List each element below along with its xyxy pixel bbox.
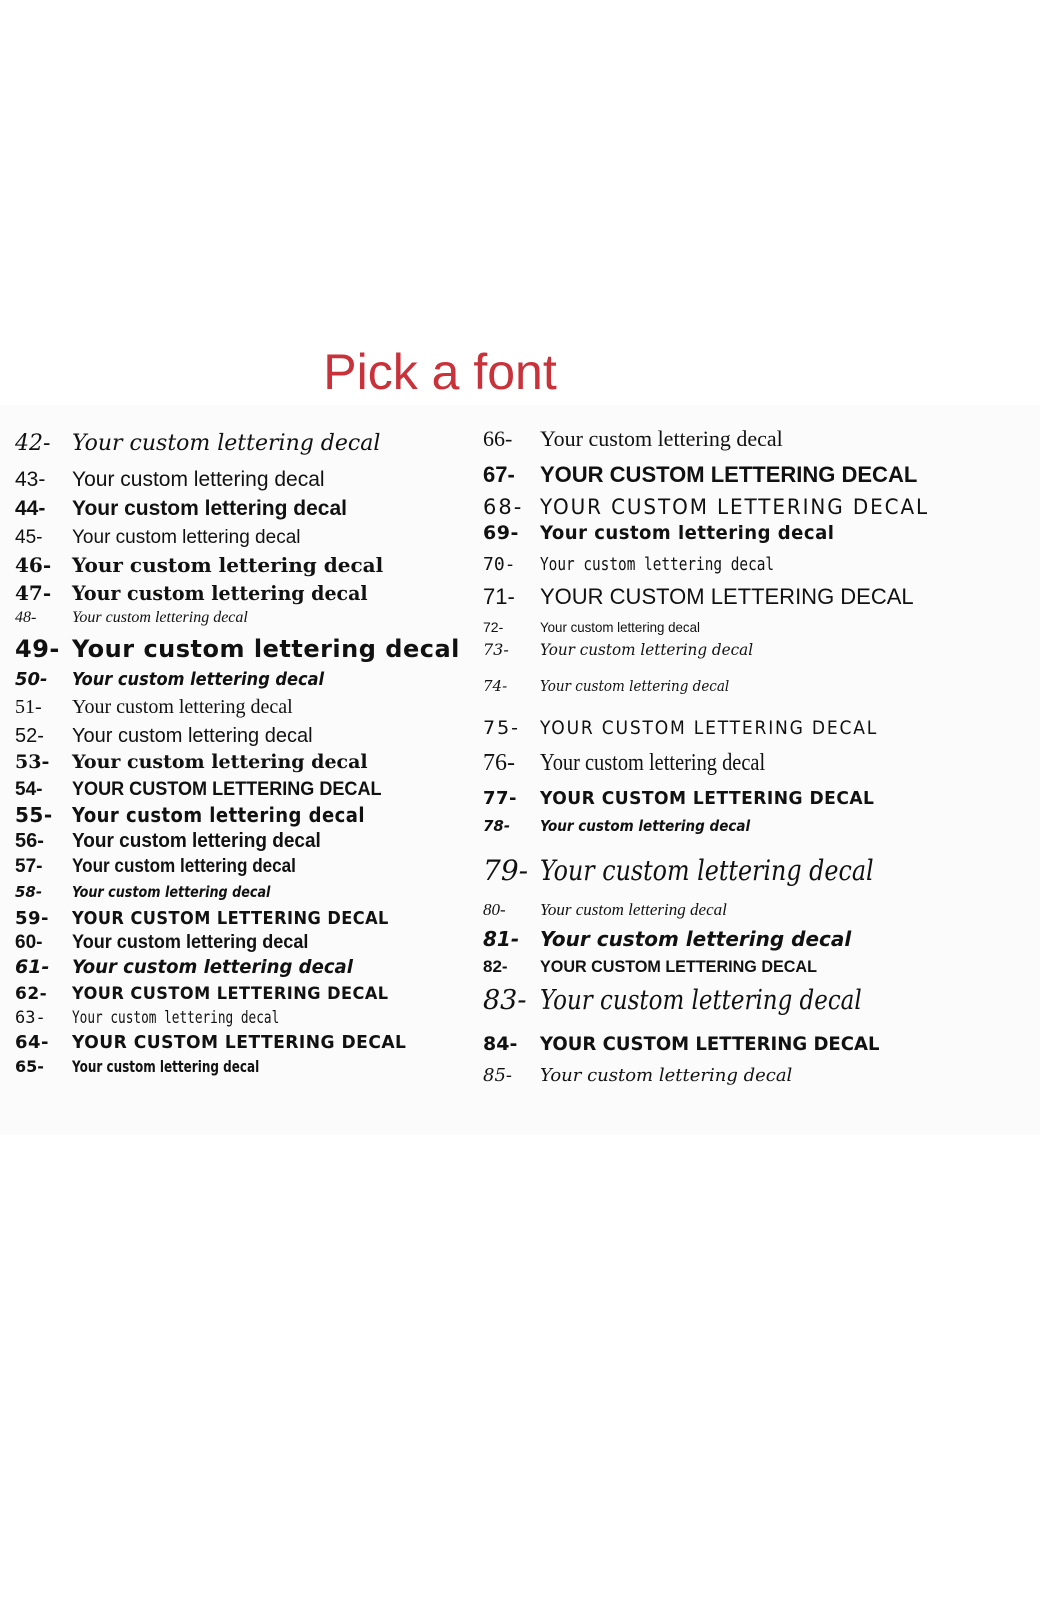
font-number: 45- (15, 527, 43, 548)
font-number: 48- (15, 609, 37, 626)
font-number: 78- (483, 817, 511, 835)
font-number: 71- (483, 584, 515, 609)
font-number: 68- (483, 495, 524, 519)
font-sample-text: Your custom lettering decal (540, 927, 852, 951)
font-number: 62- (15, 984, 48, 1004)
font-number: 79- (483, 854, 529, 887)
font-number: 53- (15, 751, 50, 773)
font-sample-text: Your custom lettering decal (540, 522, 835, 544)
font-number: 42- (15, 431, 51, 456)
font-number: 54- (15, 779, 43, 800)
font-sample-text: Your custom lettering decal (72, 830, 321, 852)
font-number: 59- (15, 908, 50, 929)
font-sample-text: Your custom lettering decal (72, 803, 365, 827)
font-number: 52- (15, 725, 44, 747)
font-number: 74- (483, 677, 508, 695)
font-number: 70- (483, 554, 516, 575)
font-sample-text: Your custom lettering decal (72, 1008, 280, 1028)
font-number: 58- (15, 883, 43, 901)
font-sample-text: YOUR CUSTOM LETTERING DECAL (540, 788, 875, 809)
font-number: 61- (15, 956, 50, 978)
font-sample-text: YOUR CUSTOM LETTERING DECAL (540, 584, 914, 609)
font-sample-text: YOUR CUSTOM LETTERING DECAL (540, 495, 930, 519)
font-number: 76- (483, 750, 515, 776)
font-number: 44- (15, 497, 46, 520)
font-sample-text: Your custom lettering decal (540, 426, 783, 451)
font-sample-text: Your custom lettering decal (72, 932, 309, 953)
page-title: Pick a font (323, 344, 557, 400)
font-number: 49- (15, 635, 60, 663)
font-sample-text: Your custom lettering decal (540, 985, 862, 1016)
font-number: 57- (15, 856, 43, 877)
font-number: 47- (15, 581, 52, 605)
font-sample-text: YOUR CUSTOM LETTERING DECAL (72, 779, 382, 800)
font-sample-text: Your custom lettering decal (540, 554, 775, 575)
font-number: 72- (483, 619, 504, 635)
font-number: 69- (483, 522, 519, 544)
font-sample-text: Your custom lettering decal (72, 725, 313, 747)
font-sample-text: Your custom lettering decal (72, 1057, 260, 1076)
font-sample-text: Your custom lettering decal (72, 669, 325, 690)
font-sample-text: Your custom lettering decal (72, 431, 381, 456)
font-sample-text: Your custom lettering decal (72, 751, 368, 773)
font-sample-text: Your custom lettering decal (72, 956, 353, 978)
font-sample-text: YOUR CUSTOM LETTERING DECAL (540, 717, 879, 739)
font-sample-text: Your custom lettering decal (72, 497, 347, 520)
font-sample-text: Your custom lettering decal (72, 883, 271, 901)
font-sample-text: Your custom lettering decal (540, 1065, 793, 1086)
font-sample-text: Your custom lettering decal (540, 677, 730, 695)
font-number: 63- (15, 1008, 46, 1028)
font-number: 83- (483, 985, 527, 1016)
font-number: 51- (15, 696, 42, 718)
font-number: 73- (483, 640, 509, 659)
font-number: 56- (15, 830, 44, 852)
font-number: 81- (483, 927, 520, 951)
font-sample-text: Your custom lettering decal (540, 854, 874, 887)
font-number: 46- (15, 553, 52, 577)
font-sample-text: Your custom lettering decal (540, 900, 727, 919)
font-sample-text: YOUR CUSTOM LETTERING DECAL (72, 908, 389, 929)
font-sample-text: YOUR CUSTOM LETTERING DECAL (72, 984, 389, 1004)
font-number: 67- (483, 462, 515, 487)
font-number: 50- (15, 669, 48, 690)
font-number: 77- (483, 788, 518, 809)
font-sample-text: YOUR CUSTOM LETTERING DECAL (540, 957, 817, 976)
font-number: 64- (15, 1032, 50, 1053)
font-number: 60- (15, 932, 43, 953)
font-number: 65- (15, 1057, 44, 1076)
font-sample-text: Your custom lettering decal (72, 527, 301, 548)
font-sample-text: Your custom lettering decal (72, 468, 325, 491)
font-number: 80- (483, 900, 506, 919)
font-number: 75- (483, 717, 521, 739)
font-sample-text: YOUR CUSTOM LETTERING DECAL (72, 1032, 407, 1053)
font-sample-text: Your custom lettering decal (540, 817, 751, 835)
font-sample-text: Your custom lettering decal (540, 619, 700, 635)
font-number: 43- (15, 468, 46, 491)
font-sample-text: Your custom lettering decal (72, 696, 293, 718)
font-number: 85- (483, 1065, 512, 1086)
font-sample-text: Your custom lettering decal (72, 635, 460, 663)
font-sample-text: Your custom lettering decal (72, 581, 368, 605)
font-sample-text: Your custom lettering decal (72, 609, 248, 626)
font-sample-text: Your custom lettering decal (540, 750, 766, 776)
font-sample-text: Your custom lettering decal (72, 856, 296, 877)
font-sample-text: YOUR CUSTOM LETTERING DECAL (540, 1033, 880, 1055)
font-sample-text: Your custom lettering decal (72, 553, 384, 577)
font-number: 55- (15, 803, 53, 827)
font-number: 66- (483, 426, 513, 451)
font-number: 84- (483, 1033, 518, 1055)
font-number: 82- (483, 957, 508, 976)
font-sample-text: Your custom lettering decal (540, 640, 754, 659)
font-sample-text: YOUR CUSTOM LETTERING DECAL (540, 462, 918, 487)
